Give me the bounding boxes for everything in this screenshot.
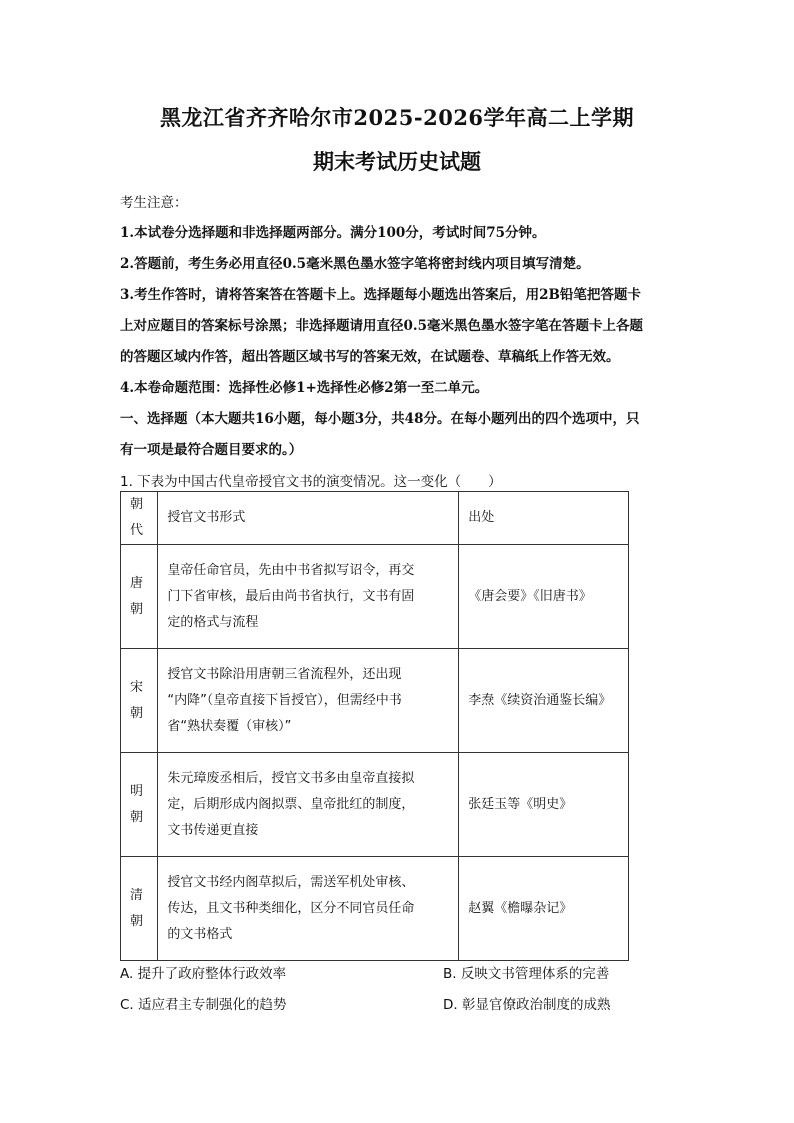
table-header-row xyxy=(121,492,629,545)
table-cell-form xyxy=(158,649,459,753)
table-cell-form xyxy=(158,857,459,961)
section-heading: 一、选择题（本大题共16小题，每小题3分，共48分。在每小题列出的四个选项中，只 xyxy=(120,411,640,427)
table-cell-dynasty: 清朝 xyxy=(121,857,158,961)
option-a[interactable]: A. 提升了政府整体行政效率 xyxy=(120,966,287,982)
notice-item-1: 1.本试卷分选择题和非选择题两部分。满分100分，考试时间75分钟。 xyxy=(120,225,546,241)
notice-item-4: 4.本卷命题范围：选择性必修1+选择性必修2第一至二单元。 xyxy=(120,380,489,396)
option-d[interactable]: D. 彰显官僚政治制度的成熟 xyxy=(443,997,611,1013)
table-cell-line: 定的格式与流程 xyxy=(167,614,259,630)
notice-item-3-cont1: 上对应题目的答案标号涂黑；非选择题请用直径0.5毫米黑色墨水签字笔在答题卡上各题 xyxy=(120,318,643,334)
question-1-stem: 1. 下表为中国古代皇帝授官文书的演变情况。这一变化（ ） xyxy=(120,474,502,490)
question-1-table xyxy=(120,491,629,961)
table-header-cell: 授官文书形式 xyxy=(158,492,459,545)
table-cell-source: 赵翼《檐曝杂记》 xyxy=(459,857,629,961)
notice-item-2: 2.答题前，考生务必用直径0.5毫米黑色墨水签字笔将密封线内项目填写清楚。 xyxy=(120,256,590,272)
table-cell-line: 授官文书经内阁草拟后，需送军机处审核、 xyxy=(167,874,415,890)
option-b[interactable]: B. 反映文书管理体系的完善 xyxy=(443,966,610,982)
table-row xyxy=(121,649,629,753)
table-cell-line: 朱元璋废丞相后，授官文书多由皇帝直接拟 xyxy=(167,770,415,786)
notice-item-3-cont2: 的答题区域内作答，超出答题区域书写的答案无效，在试题卷、草稿纸上作答无效。 xyxy=(120,349,620,365)
table-cell-line: 省“熟状奏覆（审核）” xyxy=(167,718,292,734)
table-cell-line: 文书传递更直接 xyxy=(167,822,259,838)
table-cell-line: “内降”（皇帝直接下旨授官），但需经中书 xyxy=(167,692,402,708)
table-cell-line: 授官文书除沿用唐朝三省流程外，还出现 xyxy=(167,666,402,682)
table-row xyxy=(121,753,629,857)
table-cell-form xyxy=(158,545,459,649)
table-cell-source: 《唐会要》《旧唐书》 xyxy=(459,545,629,649)
option-c[interactable]: C. 适应君主专制强化的趋势 xyxy=(120,997,287,1013)
notice-heading: 考生注意： xyxy=(120,195,188,211)
exam-title-line2: 期末考试历史试题 xyxy=(313,149,481,174)
table-cell-line: 传达，且文书种类细化，区分不同官员任命 xyxy=(167,900,415,916)
table-cell-line: 定，后期形成内阁拟票、皇帝批红的制度， xyxy=(167,796,415,812)
table-cell-line: 皇帝任命官员，先由中书省拟写诏令，再交 xyxy=(167,562,415,578)
table-header-cell: 出处 xyxy=(459,492,629,545)
exam-title-line1: 黑龙江省齐齐哈尔市2025-2026学年高二上学期 xyxy=(159,105,635,130)
table-cell-dynasty: 宋朝 xyxy=(121,649,158,753)
table-cell-line: 门下省审核，最后由尚书省执行，文书有固 xyxy=(167,588,415,604)
table-cell-source: 张廷玉等《明史》 xyxy=(459,753,629,857)
table-cell-line: 的文书格式 xyxy=(167,926,233,942)
notice-item-3: 3.考生作答时，请将答案答在答题卡上。选择题每小题选出答案后，用2B铅笔把答题卡 xyxy=(120,287,641,303)
table-header-cell: 朝代 xyxy=(121,492,158,545)
table-cell-source: 李焘《续资治通鉴长编》 xyxy=(459,649,629,753)
table-row xyxy=(121,545,629,649)
table-cell-dynasty: 明朝 xyxy=(121,753,158,857)
table-cell-dynasty: 唐朝 xyxy=(121,545,158,649)
section-heading-cont: 有一项是最符合题目要求的。） xyxy=(120,442,303,458)
table-row xyxy=(121,857,629,961)
table-cell-form xyxy=(158,753,459,857)
